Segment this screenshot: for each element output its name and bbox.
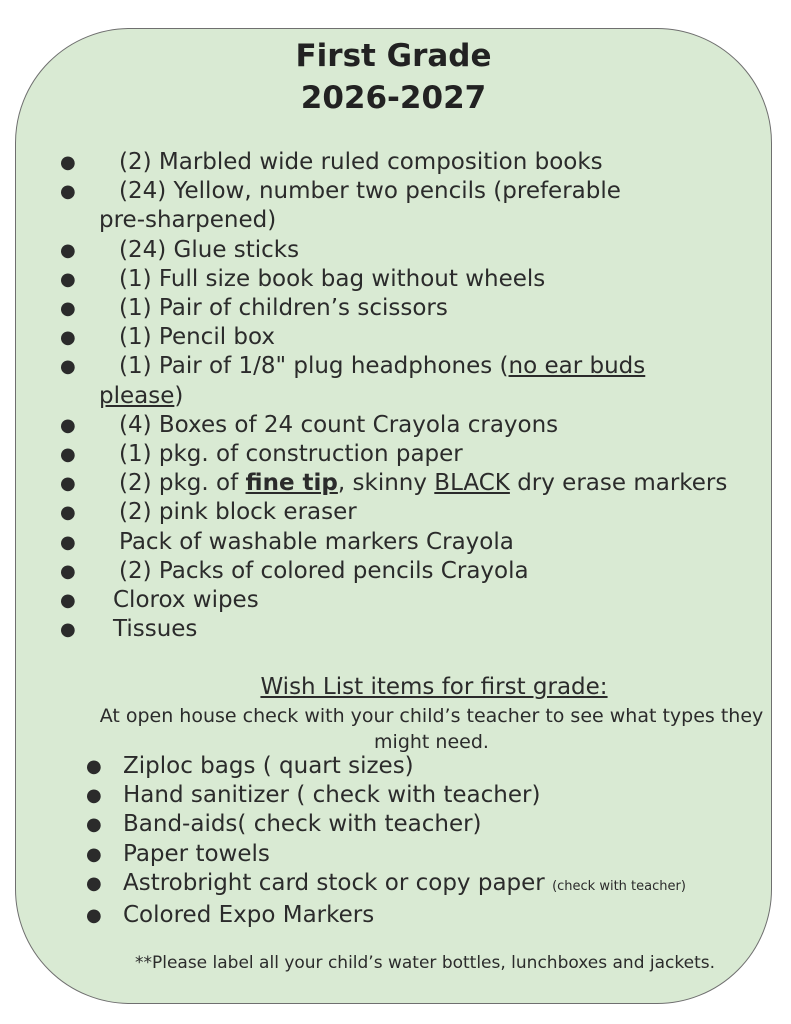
list-item: ● Colored Expo Markers <box>86 901 776 930</box>
list-item: ● (1) Pencil box <box>58 323 773 352</box>
list-item: ● (2) pkg. of fine tip, skinny BLACK dry erase markers <box>58 469 773 498</box>
wish-list <box>86 752 776 930</box>
bullet-icon: ● <box>60 444 76 466</box>
list-item: ● Hand sanitizer ( check with teacher) <box>86 781 776 810</box>
bullet-icon: ● <box>86 905 102 927</box>
bullet-icon: ● <box>86 843 102 865</box>
list-item: ● Ziploc bags ( quart sizes) <box>86 752 776 781</box>
bullet-icon: ● <box>60 531 76 553</box>
bullet-icon: ● <box>60 414 76 436</box>
wish-list-heading: Wish List items for first grade: <box>260 674 608 700</box>
bullet-icon: ● <box>60 473 76 495</box>
list-item: ● Tissues <box>58 615 773 644</box>
bullet-icon: ● <box>86 785 102 807</box>
bullet-icon: ● <box>60 327 76 349</box>
bullet-icon: ● <box>60 560 76 582</box>
bullet-icon: ● <box>86 814 102 836</box>
bullet-icon: ● <box>60 619 76 641</box>
list-item: ● (1) pkg. of construction paper <box>58 440 773 469</box>
list-item: ● (2) Marbled wide ruled composition books <box>58 148 773 177</box>
bullet-icon: ● <box>60 590 76 612</box>
footer-note: **Please label all your child’s water bottles, lunchboxes and jackets. <box>134 953 716 973</box>
list-item: ● (24) Glue sticks <box>58 236 773 265</box>
bullet-icon: ● <box>86 756 102 777</box>
list-item: ● Band-aids( check with teacher) <box>86 810 776 839</box>
list-item: ● (4) Boxes of 24 count Crayola crayons <box>58 411 773 440</box>
page-title: First Grade <box>295 38 492 74</box>
bullet-icon: ● <box>60 268 76 290</box>
list-item: ● Astrobright card stock or copy paper (check with teacher) <box>86 869 776 901</box>
list-item: ● (24) Yellow, number two pencils (preferable pre-sharpened) <box>60 178 621 234</box>
bullet-icon: ● <box>60 239 76 261</box>
list-item: ● Pack of washable markers Crayola <box>58 528 773 557</box>
school-year: 2026-2027 <box>300 80 487 116</box>
supply-list <box>58 148 773 644</box>
list-item: ● Paper towels <box>86 840 776 869</box>
list-item: ● (2) Packs of colored pencils Crayola <box>58 557 773 586</box>
wish-list-note: At open house check with your child’s teacher to see what types they might need. <box>99 705 764 753</box>
bullet-icon: ● <box>60 152 76 173</box>
list-item: ● Clorox wipes <box>58 586 773 615</box>
bullet-icon: ● <box>60 181 76 203</box>
bullet-icon: ● <box>86 872 102 894</box>
bullet-icon: ● <box>60 356 76 378</box>
list-item: ● (1) Full size book bag without wheels <box>58 265 773 294</box>
list-item: ● (1) Pair of children’s scissors <box>58 294 773 323</box>
bullet-icon: ● <box>60 298 76 320</box>
bullet-icon: ● <box>60 502 76 524</box>
list-item: ● (1) Pair of 1/8" plug headphones (no ear buds please) <box>60 353 646 409</box>
list-item: ● (2) pink block eraser <box>58 498 773 527</box>
